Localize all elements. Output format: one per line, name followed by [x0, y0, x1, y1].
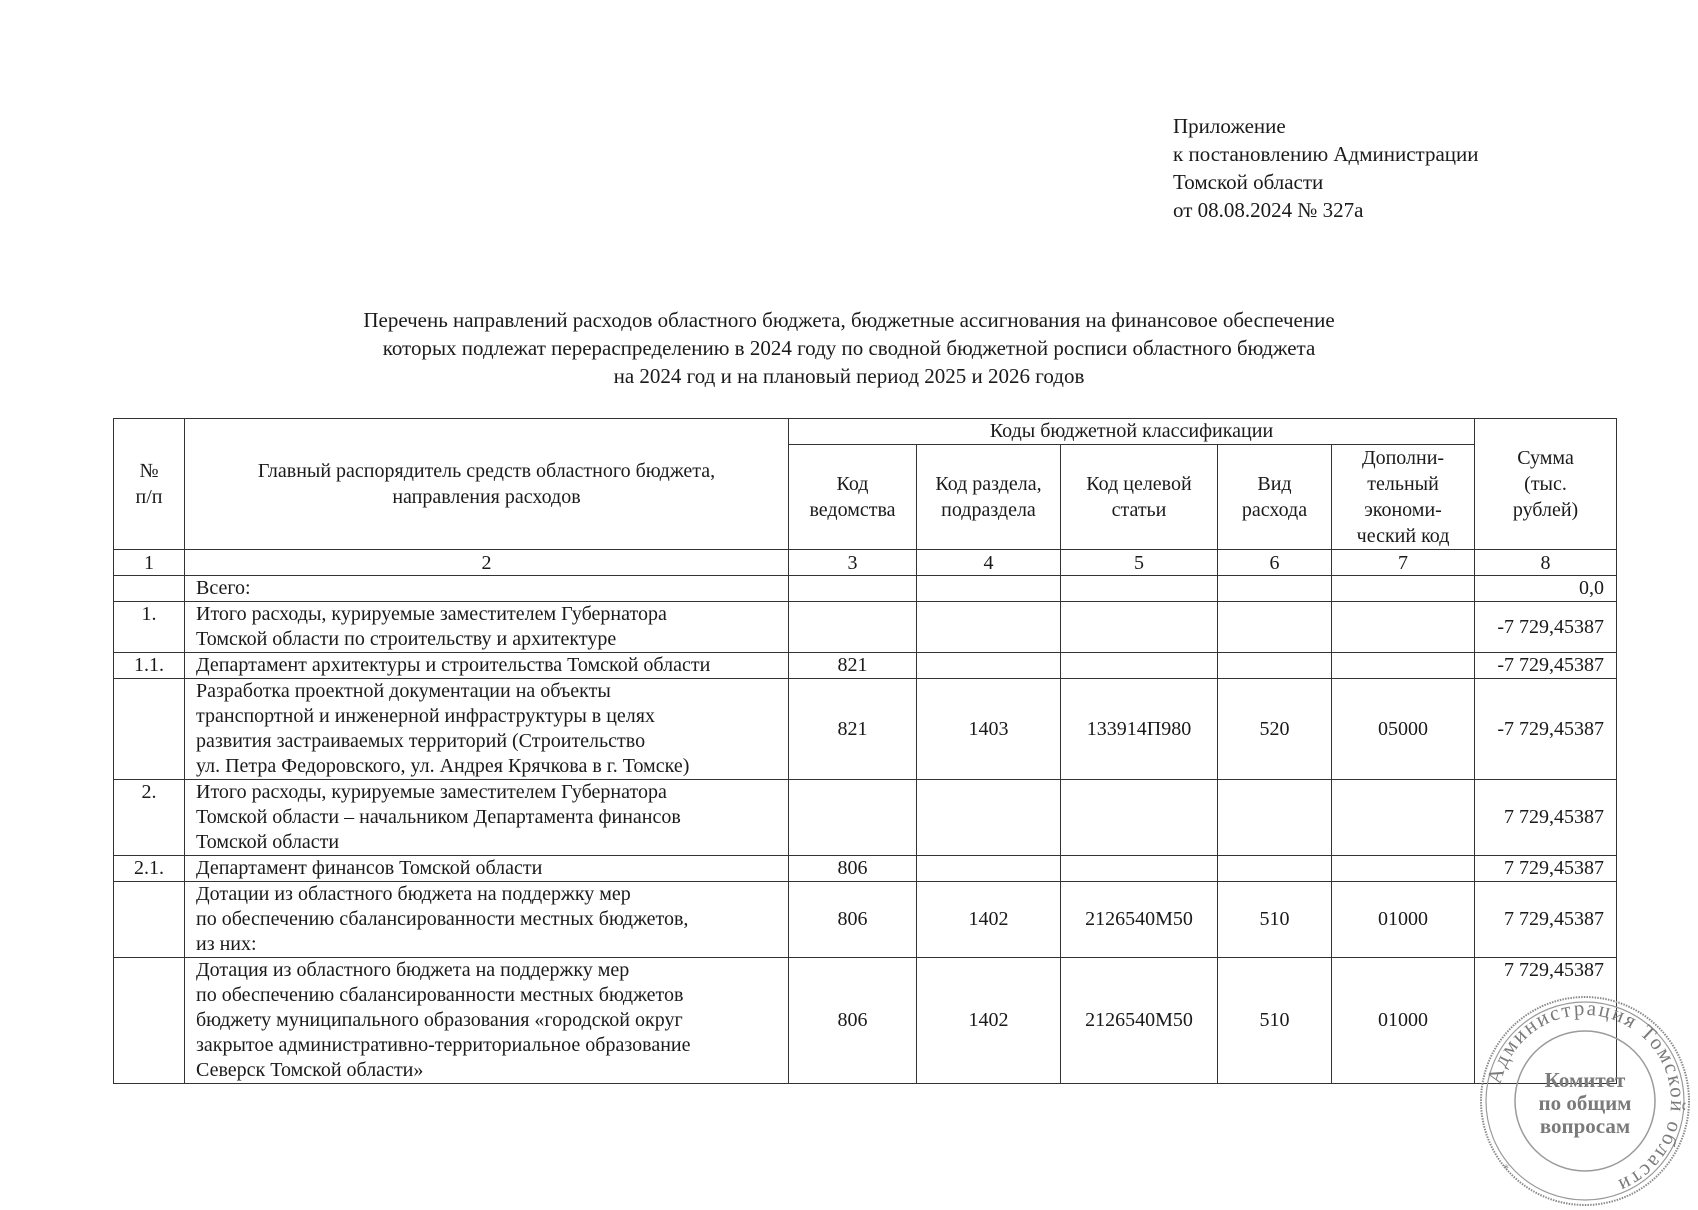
seal-stamp: [1476, 992, 1694, 1210]
header-num-line: п/п: [135, 486, 163, 508]
header-section-line: подраздела: [941, 499, 1036, 521]
table-row: [114, 958, 1617, 1084]
header-target-line: Код целевой: [1086, 473, 1192, 495]
row-dept-code: 806: [789, 882, 917, 958]
row-name-line: по обеспечению сбалансированности местных бюджетов,: [196, 908, 689, 930]
row-name: [185, 576, 789, 602]
row-name: [185, 780, 789, 856]
column-number: 7: [1332, 550, 1475, 576]
row-sum: 0,0: [1475, 576, 1617, 602]
title-line: Перечень направлений расходов областного бюджета, бюджетные ассигнования на финансовое обеспечение: [363, 308, 1335, 332]
row-name-line: закрытое административно-территориальное образование: [196, 1034, 691, 1056]
row-number: 2.: [114, 780, 185, 856]
header-extra-line: ческий код: [1356, 525, 1450, 547]
title-line: на 2024 год и на плановый период 2025 и 2026 годов: [613, 364, 1085, 388]
column-number: 3: [789, 550, 917, 576]
row-target-code: [1061, 856, 1218, 882]
row-name: [185, 679, 789, 780]
header-name-line: Главный распорядитель средств областного бюджета,: [257, 460, 716, 482]
header-extra-line: Дополни-: [1361, 447, 1445, 469]
row-name-line: Дотация из областного бюджета на поддержку мер: [196, 959, 630, 981]
row-extra-code: [1332, 856, 1475, 882]
header-name-line: направления расходов: [392, 486, 581, 508]
row-dept-code: [789, 576, 917, 602]
row-dept-code: 821: [789, 653, 917, 679]
row-name-line: Дотации из областного бюджета на поддержку мер: [196, 883, 631, 905]
row-name-line: Томской области: [196, 831, 340, 853]
header-extra-code: [1332, 445, 1475, 550]
row-name: [185, 602, 789, 653]
row-expense-type: 510: [1218, 882, 1332, 958]
header-target-line: статьи: [1111, 499, 1167, 521]
row-expense-type: [1218, 856, 1332, 882]
header-row: [114, 419, 1617, 445]
column-number: 5: [1061, 550, 1218, 576]
row-name-line: транспортной и инженерной инфраструктуры в целях: [196, 705, 655, 727]
table-row: [114, 653, 1617, 679]
header-dept-line: ведомства: [809, 499, 896, 521]
stamp-inner-line: Комитет: [1544, 1068, 1626, 1092]
table-row: [114, 576, 1617, 602]
row-number: 1.1.: [114, 653, 185, 679]
row-sum: 7 729,45387: [1475, 958, 1617, 1084]
row-sum: -7 729,45387: [1475, 602, 1617, 653]
row-extra-code: 01000: [1332, 882, 1475, 958]
table-row: [114, 882, 1617, 958]
row-name: [185, 958, 789, 1084]
header-sum-line: (тыс.: [1524, 473, 1567, 495]
row-target-code: [1061, 576, 1218, 602]
row-name-line: по обеспечению сбалансированности местных бюджетов: [196, 984, 684, 1006]
row-name: [185, 856, 789, 882]
row-name-line: Департамент архитектуры и строительства Томской области: [196, 654, 711, 676]
header-dept-code: [789, 445, 917, 550]
table-row: [114, 856, 1617, 882]
header-type-line: расхода: [1241, 499, 1308, 521]
header-codes-group: Коды бюджетной классификации: [789, 419, 1475, 445]
row-section-code: [917, 576, 1061, 602]
row-section-code: [917, 602, 1061, 653]
appendix-block: [1173, 112, 1479, 224]
row-name-line: Департамент финансов Томской области: [196, 857, 543, 879]
row-target-code: 2126540М50: [1061, 882, 1218, 958]
row-name-line: Итого расходы, курируемые заместителем Губернатора: [196, 781, 667, 803]
row-expense-type: [1218, 653, 1332, 679]
row-number: [114, 958, 185, 1084]
row-extra-code: [1332, 576, 1475, 602]
header-target-code: [1061, 445, 1218, 550]
table-row: [114, 679, 1617, 780]
column-number: 1: [114, 550, 185, 576]
row-section-code: [917, 653, 1061, 679]
row-section-code: [917, 856, 1061, 882]
header-extra-line: тельный: [1367, 473, 1439, 495]
stamp-outer-text-path: Администрация Томской области: [1481, 995, 1691, 1199]
row-extra-code: 01000: [1332, 958, 1475, 1084]
row-section-code: [917, 780, 1061, 856]
row-dept-code: 806: [789, 958, 917, 1084]
column-number: 2: [185, 550, 789, 576]
row-name-line: развития застраиваемых территорий (Строительство: [196, 730, 646, 752]
row-number: [114, 679, 185, 780]
row-name-line: Северск Томской области»: [196, 1059, 424, 1081]
row-expense-type: 510: [1218, 958, 1332, 1084]
header-dept-line: Код: [836, 473, 869, 495]
table-row: [114, 780, 1617, 856]
header-sum-line: Сумма: [1517, 447, 1574, 469]
row-name-line: Томской области по строительству и архитектуре: [196, 628, 617, 650]
title-line: которых подлежат перераспределению в 2024 году по сводной бюджетной росписи областного бюджета: [382, 336, 1316, 360]
row-dept-code: 821: [789, 679, 917, 780]
row-section-code: 1402: [917, 882, 1061, 958]
row-sum: 7 729,45387: [1475, 856, 1617, 882]
header-sum: [1475, 419, 1617, 550]
row-name: [185, 882, 789, 958]
row-dept-code: 806: [789, 856, 917, 882]
appendix-line: Томской области: [1173, 170, 1324, 194]
row-section-code: 1402: [917, 958, 1061, 1084]
row-sum: -7 729,45387: [1475, 679, 1617, 780]
row-section-code: 1403: [917, 679, 1061, 780]
row-name-line: Итого расходы, курируемые заместителем Губернатора: [196, 603, 667, 625]
row-sum: 7 729,45387: [1475, 882, 1617, 958]
header-expense-type: [1218, 445, 1332, 550]
row-expense-type: [1218, 602, 1332, 653]
appendix-line: Приложение: [1173, 114, 1286, 138]
row-sum: 7 729,45387: [1475, 780, 1617, 856]
column-number: 8: [1475, 550, 1617, 576]
header-sum-line: рублей): [1512, 499, 1579, 521]
table-row: [114, 602, 1617, 653]
row-target-code: 2126540М50: [1061, 958, 1218, 1084]
header-type-line: Вид: [1257, 473, 1292, 495]
row-number: [114, 576, 185, 602]
column-number: 4: [917, 550, 1061, 576]
header-section-line: Код раздела,: [935, 473, 1042, 495]
row-name: [185, 653, 789, 679]
row-expense-type: [1218, 780, 1332, 856]
row-name-line: Томской области – начальником Департамента финансов: [196, 806, 681, 828]
row-name-line: Всего:: [196, 577, 251, 599]
row-number: 1.: [114, 602, 185, 653]
row-target-code: [1061, 653, 1218, 679]
row-extra-code: [1332, 602, 1475, 653]
column-number-row: [114, 550, 1617, 576]
row-target-code: [1061, 780, 1218, 856]
budget-table: [113, 418, 1617, 1084]
stamp-inner-line: по общим: [1538, 1091, 1632, 1115]
header-name: [185, 419, 789, 550]
row-name-line: Разработка проектной документации на объекты: [196, 680, 611, 702]
document-title: [150, 306, 1548, 390]
row-extra-code: [1332, 780, 1475, 856]
row-name-line: бюджету муниципального образования «городской округ: [196, 1009, 683, 1031]
row-dept-code: [789, 602, 917, 653]
row-number: [114, 882, 185, 958]
row-target-code: [1061, 602, 1218, 653]
header-extra-line: экономи-: [1364, 499, 1442, 521]
row-extra-code: [1332, 653, 1475, 679]
row-sum: -7 729,45387: [1475, 653, 1617, 679]
row-number: 2.1.: [114, 856, 185, 882]
appendix-line: к постановлению Администрации: [1173, 142, 1479, 166]
header-num: [114, 419, 185, 550]
row-name-line: ул. Петра Федоровского, ул. Андрея Крячкова в г. Томске): [196, 755, 690, 777]
column-number: 6: [1218, 550, 1332, 576]
svg-text:*: *: [1503, 1161, 1509, 1175]
row-dept-code: [789, 780, 917, 856]
header-num-line: №: [139, 460, 159, 482]
row-expense-type: [1218, 576, 1332, 602]
stamp-inner-line: вопросам: [1539, 1114, 1631, 1138]
row-extra-code: 05000: [1332, 679, 1475, 780]
header-section-code: [917, 445, 1061, 550]
row-expense-type: 520: [1218, 679, 1332, 780]
appendix-line: от 08.08.2024 № 327а: [1173, 198, 1364, 222]
row-target-code: 133914П980: [1061, 679, 1218, 780]
row-name-line: из них:: [196, 933, 257, 955]
